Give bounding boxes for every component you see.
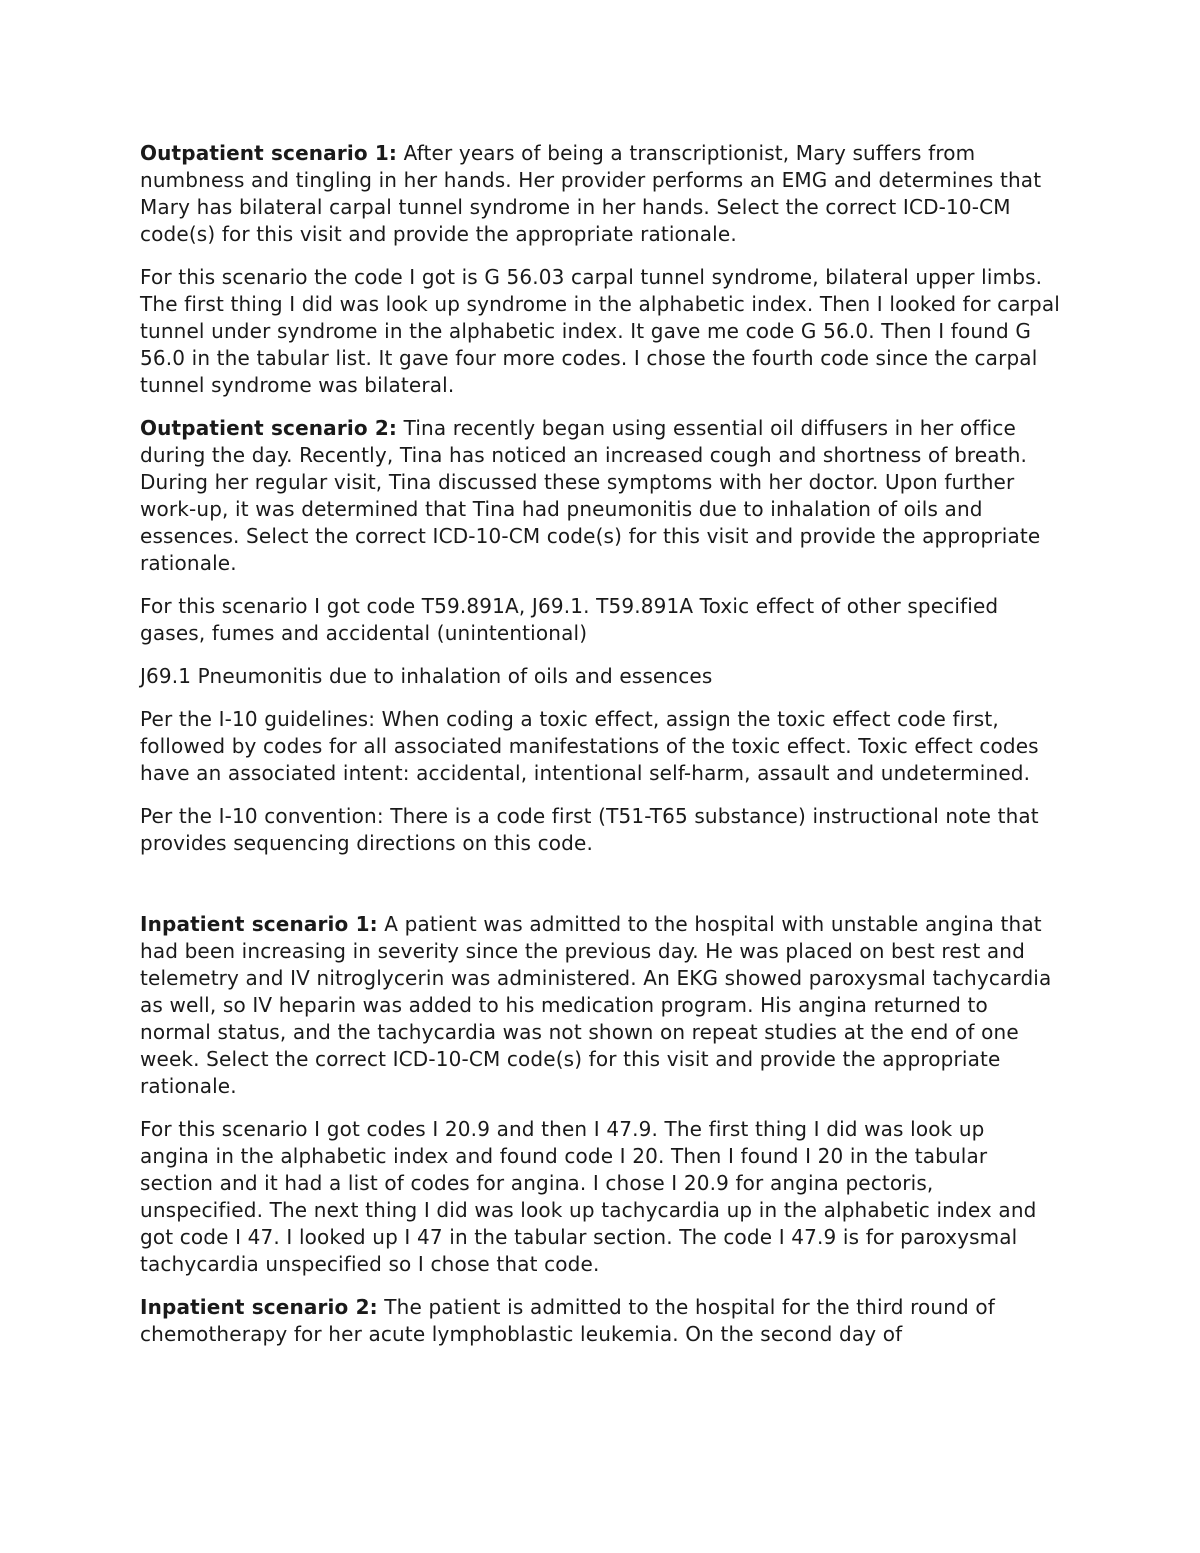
outpatient-scenario-1-question bbox=[140, 140, 1060, 248]
document-page bbox=[140, 140, 1060, 1364]
outpatient-scenario-2-heading: Outpatient scenario 2: bbox=[140, 416, 398, 440]
outpatient-scenario-2-answer-guidelines: Per the I-10 guidelines: When coding a toxic effect, assign the toxic effect code first, followed by codes for all associated manifestations of the toxic effect. Toxic effect codes have an associated intent: accidental, intentional self-harm, assault and undetermined. bbox=[140, 707, 1039, 785]
outpatient-scenario-2-answer-convention: Per the I-10 convention: There is a code first (T51-T65 substance) instructional note that provides sequencing directions on this code. bbox=[140, 804, 1039, 855]
outpatient-scenario-2-text: Tina recently began using essential oil diffusers in her office during the day. Recently, Tina has noticed an increased cough and shortness of breath. During her regular visit, Tina discussed these symptoms with her doctor. Upon further work-up, it was determined that Tina had pneumonitis due to inhalation of oils and essences. Select the correct ICD-10-CM code(s) for this visit and provide the appropriate rationale. bbox=[140, 416, 1041, 575]
inpatient-scenario-1-answer: For this scenario I got codes I 20.9 and then I 47.9. The first thing I did was look up angina in the alphabetic index and found code I 20. Then I found I 20 in the tabular section and it had a list of codes for angina. I chose I 20.9 for angina pectoris, unspecified. The next thing I did was look up tachycardia up in the alphabetic index and got code I 47. I looked up I 47 in the tabular section. The code I 47.9 is for paroxysmal tachycardia unspecified so I chose that code. bbox=[140, 1117, 1037, 1276]
inpatient-scenario-1-question bbox=[140, 911, 1060, 1100]
outpatient-scenario-2-answer-codes: For this scenario I got code T59.891A, J69.1. T59.891A Toxic effect of other specified gases, fumes and accidental (unintentional) bbox=[140, 594, 999, 645]
outpatient-scenario-1-heading: Outpatient scenario 1: bbox=[140, 141, 398, 165]
outpatient-scenario-2-answer-j691: J69.1 Pneumonitis due to inhalation of oils and essences bbox=[140, 664, 713, 688]
inpatient-scenario-2-question bbox=[140, 1294, 1060, 1348]
inpatient-scenario-1-text: A patient was admitted to the hospital with unstable angina that had been increasing in severity since the previous day. He was placed on best rest and telemetry and IV nitroglycerin was administered. An EKG showed paroxysmal tachycardia as well, so IV heparin was added to his medication program. His angina returned to normal status, and the tachycardia was not shown on repeat studies at the end of one week. Select the correct ICD-10-CM code(s) for this visit and provide the appropriate rationale. bbox=[140, 912, 1052, 1098]
inpatient-scenario-2-text: The patient is admitted to the hospital for the third round of chemotherapy for her acute lymphoblastic leukemia. On the second day of bbox=[140, 1295, 995, 1346]
outpatient-scenario-1-answer: For this scenario the code I got is G 56.03 carpal tunnel syndrome, bilateral upper limbs. The first thing I did was look up syndrome in the alphabetic index. Then I looked for carpal tunnel under syndrome in the alphabetic index. It gave me code G 56.0. Then I found G 56.0 in the tabular list. It gave four more codes. I chose the fourth code since the carpal tunnel syndrome was bilateral. bbox=[140, 265, 1061, 397]
outpatient-scenario-1-text: After years of being a transcriptionist, Mary suffers from numbness and tingling in her hands. Her provider performs an EMG and determines that Mary has bilateral carpal tunnel syndrome in her hands. Select the correct ICD-10-CM code(s) for this visit and provide the appropriate rationale. bbox=[140, 141, 1042, 246]
inpatient-scenario-1-heading: Inpatient scenario 1: bbox=[140, 912, 378, 936]
inpatient-scenario-2-heading: Inpatient scenario 2: bbox=[140, 1295, 378, 1319]
outpatient-scenario-2-question bbox=[140, 415, 1060, 577]
